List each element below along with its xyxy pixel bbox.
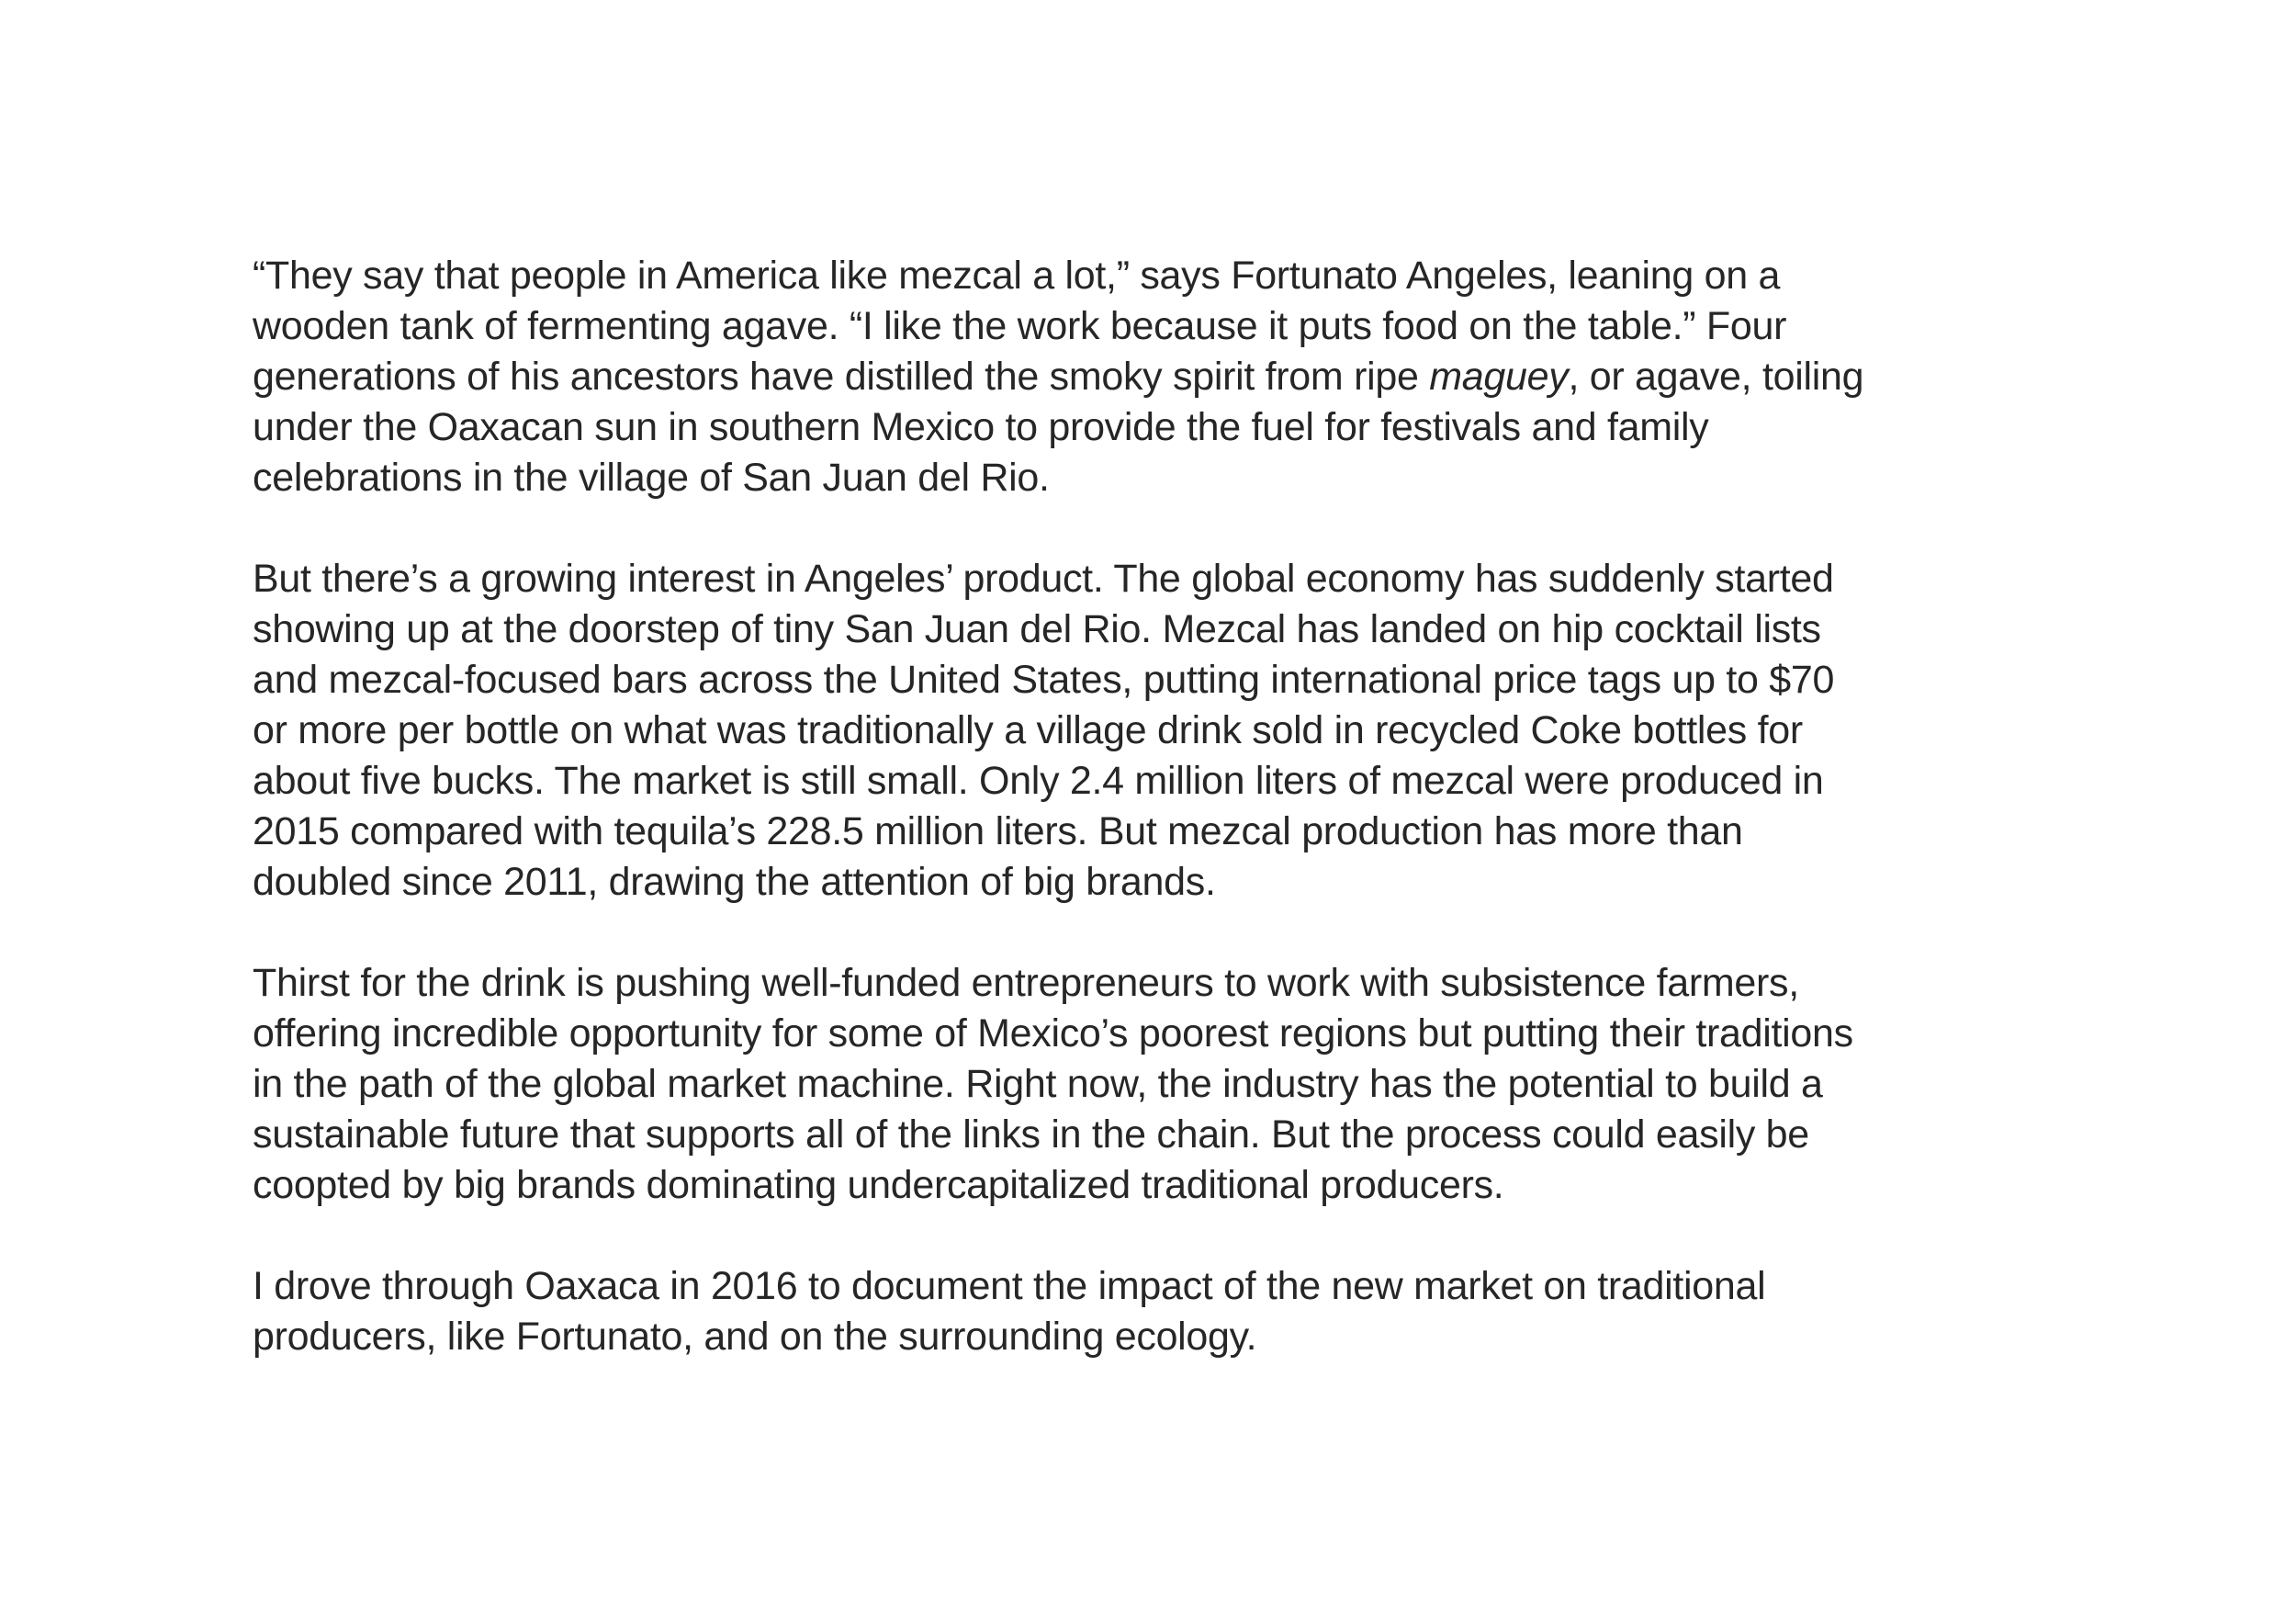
text-line: about five bucks. The market is still small. Only 2.4 million liters of mezcal were produced in xyxy=(253,759,1824,803)
text-line: “They say that people in America like mezcal a lot,” says Fortunato Angeles, leaning on a xyxy=(253,254,1781,298)
text-line: coopted by big brands dominating undercapitalized traditional producers. xyxy=(253,1163,1504,1207)
text-line: doubled since 2011, drawing the attention of big brands. xyxy=(253,860,1216,904)
italic-term: maguey xyxy=(1429,355,1569,399)
paragraph-3 xyxy=(253,958,2089,1211)
text-line: celebrations in the village of San Juan del Rio. xyxy=(253,456,1050,500)
text-line: Thirst for the drink is pushing well-funded entrepreneurs to work with subsistence farmers, xyxy=(253,961,1799,1005)
text-line: 2015 compared with tequila’s 228.5 million liters. But mezcal production has more than xyxy=(253,809,1743,853)
text-line: and mezcal-focused bars across the United States, putting international price tags up to $70 xyxy=(253,658,1835,702)
article-body xyxy=(253,251,2089,1413)
text-line: But there’s a growing interest in Angeles’ product. The global economy has suddenly started xyxy=(253,557,1834,601)
text-line: I drove through Oaxaca in 2016 to document the impact of the new market on traditional xyxy=(253,1264,1766,1308)
paragraph-4 xyxy=(253,1261,2089,1362)
text-line: generations of his ancestors have distilled the smoky spirit from ripe maguey, or agave, toiling xyxy=(253,355,1864,399)
text-line: offering incredible opportunity for some of Mexico’s poorest regions but putting their traditions xyxy=(253,1011,1853,1055)
text-line: showing up at the doorstep of tiny San Juan del Rio. Mezcal has landed on hip cocktail lists xyxy=(253,607,1821,651)
text-line: or more per bottle on what was traditionally a village drink sold in recycled Coke bottles for xyxy=(253,708,1803,752)
text-line: under the Oaxacan sun in southern Mexico to provide the fuel for festivals and family xyxy=(253,405,1709,449)
text-line: in the path of the global market machine. Right now, the industry has the potential to build a xyxy=(253,1062,1823,1106)
paragraph-2 xyxy=(253,554,2089,908)
paragraph-1 xyxy=(253,251,2089,503)
text-line: wooden tank of fermenting agave. “I like the work because it puts food on the table.” Four xyxy=(253,304,1787,348)
text-line: producers, like Fortunato, and on the surrounding ecology. xyxy=(253,1315,1257,1359)
text-line: sustainable future that supports all of the links in the chain. But the process could easily be xyxy=(253,1112,1809,1157)
